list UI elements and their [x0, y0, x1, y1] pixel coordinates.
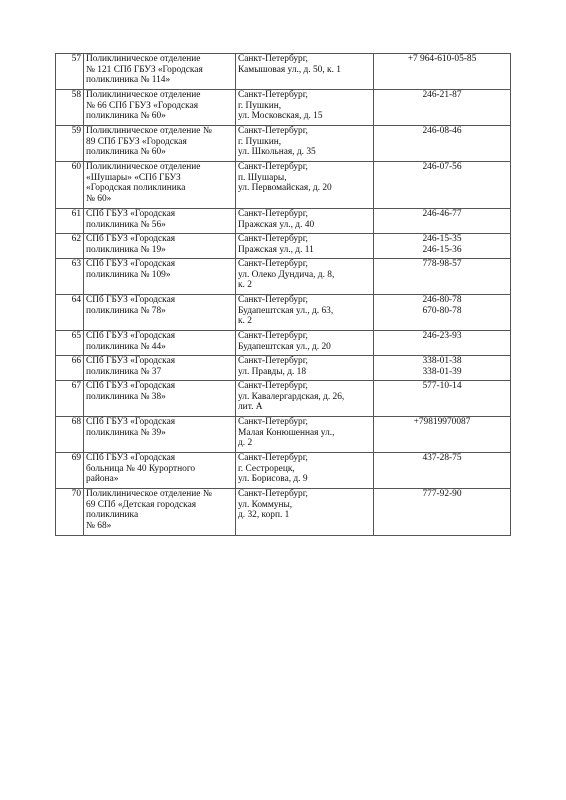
table-row: [56, 126, 511, 162]
clinic-phone: [374, 381, 511, 417]
clinic-name-line: поликлиника № 60»: [86, 111, 166, 122]
clinic-name-line: поликлиника № 60»: [86, 147, 166, 158]
clinic-name: [84, 295, 236, 331]
clinic-address-line: п. Шушары,: [238, 172, 287, 183]
clinic-name-line: района»: [86, 474, 119, 485]
clinic-name-line: поликлиника № 109»: [86, 269, 171, 280]
row-number: 63: [56, 259, 84, 295]
clinic-name-line: поликлиника № 114»: [86, 75, 171, 86]
clinic-address-line: Санкт-Петербург,: [238, 381, 308, 391]
clinic-address-line: Будапештская ул., д. 20: [238, 341, 331, 352]
clinic-address-line: Санкт-Петербург,: [238, 417, 308, 427]
clinic-name-line: Поликлиническое отделение: [86, 54, 201, 64]
table-row: [56, 295, 511, 331]
clinic-address-line: г. Пушкин,: [238, 136, 282, 147]
clinic-name-line: СПб ГБУЗ «Городская: [86, 209, 176, 219]
clinic-address: [236, 209, 374, 234]
clinic-name-line: поликлиника № 78»: [86, 305, 166, 316]
row-number: 58: [56, 90, 84, 126]
clinic-name-line: поликлиника: [86, 510, 139, 521]
clinic-name: [84, 259, 236, 295]
clinic-phone: [374, 295, 511, 331]
clinic-phone-line: 246-46-77: [422, 209, 462, 219]
clinic-address-line: Санкт-Петербург,: [238, 126, 308, 136]
row-number: 68: [56, 417, 84, 453]
clinic-address: [236, 489, 374, 536]
clinic-name-line: № 60»: [86, 193, 112, 204]
clinic-address-line: Санкт-Петербург,: [238, 90, 308, 100]
clinic-phone: [374, 259, 511, 295]
clinic-address-line: Пражская ул., д. 11: [238, 244, 314, 255]
clinic-name-line: СПб ГБУЗ «Городская: [86, 453, 176, 463]
clinic-name-line: Поликлиническое отделение: [86, 162, 201, 172]
clinic-name-line: СПб ГБУЗ «Городская: [86, 417, 176, 427]
clinic-name-line: СПб ГБУЗ «Городская: [86, 259, 176, 269]
clinic-name-line: больница № 40 Курортного: [86, 463, 196, 474]
clinic-phone-line: 246-07-56: [422, 162, 462, 172]
clinic-name-line: 69 СПб «Детская городская: [86, 499, 197, 510]
clinic-address-line: Санкт-Петербург,: [238, 295, 308, 305]
clinic-name: [84, 381, 236, 417]
clinic-address-line: ул. Школьная, д. 35: [238, 147, 316, 158]
table-row: [56, 381, 511, 417]
clinic-name: [84, 356, 236, 381]
clinic-phone-line: 778-98-57: [422, 259, 462, 269]
clinic-address-line: Санкт-Петербург,: [238, 331, 308, 341]
clinic-address: [236, 295, 374, 331]
clinic-phone: [374, 90, 511, 126]
clinic-address: [236, 331, 374, 356]
clinic-name-line: поликлиника № 56»: [86, 219, 166, 230]
table-row: [56, 90, 511, 126]
clinic-address-line: Санкт-Петербург,: [238, 162, 308, 172]
clinic-phone-line: 577-10-14: [422, 381, 462, 391]
clinic-address-line: к. 2: [238, 316, 252, 327]
clinic-address-line: Санкт-Петербург,: [238, 453, 308, 463]
clinic-address-line: Санкт-Петербург,: [238, 356, 308, 366]
table-row: [56, 453, 511, 489]
clinic-name-line: поликлиника № 39»: [86, 427, 166, 438]
clinic-phone-line: 777-92-90: [422, 489, 462, 499]
clinic-phone: [374, 54, 511, 90]
clinics-table: [55, 53, 511, 536]
clinics-table-body: [56, 54, 511, 536]
clinic-address-line: Камышовая ул., д. 50, к. 1: [238, 64, 341, 75]
row-number: 66: [56, 356, 84, 381]
clinic-name: [84, 453, 236, 489]
clinic-name-line: «Шушары» «СПб ГБУЗ: [86, 172, 181, 183]
clinic-phone-line: 338-01-38: [422, 356, 462, 366]
clinic-phone-line: 246-80-78: [422, 295, 462, 305]
clinic-address-line: Санкт-Петербург,: [238, 259, 308, 269]
clinic-address: [236, 162, 374, 209]
clinic-address-line: г. Пушкин,: [238, 100, 282, 111]
clinic-address-line: Пражская ул., д. 40: [238, 219, 315, 230]
clinic-address-line: лит. А: [238, 402, 263, 413]
clinic-address: [236, 417, 374, 453]
row-number: 64: [56, 295, 84, 331]
clinic-phone-line: 670-80-78: [422, 305, 462, 316]
row-number: 70: [56, 489, 84, 536]
clinic-address-line: ул. Кавалергардская, д. 26,: [238, 391, 345, 402]
clinic-name-line: поликлиника № 38»: [86, 391, 166, 402]
clinic-name: [84, 54, 236, 90]
clinic-address-line: Малая Конюшенная ул.,: [238, 427, 335, 438]
clinic-phone-line: 246-08-46: [422, 126, 462, 136]
clinic-address: [236, 259, 374, 295]
clinic-phone: [374, 453, 511, 489]
clinic-phone: [374, 417, 511, 453]
clinic-address: [236, 126, 374, 162]
row-number: 57: [56, 54, 84, 90]
clinic-name-line: поликлиника № 44»: [86, 341, 166, 352]
clinic-name-line: Поликлиническое отделение №: [86, 126, 212, 136]
clinic-address: [236, 381, 374, 417]
clinic-address: [236, 234, 374, 259]
clinic-name-line: Поликлиническое отделение: [86, 90, 201, 100]
clinic-phone-line: 338-01-39: [422, 366, 462, 377]
clinic-name: [84, 417, 236, 453]
clinic-address-line: Санкт-Петербург,: [238, 234, 308, 244]
clinic-address-line: ул. Московская, д. 15: [238, 111, 323, 122]
clinic-phone: [374, 331, 511, 356]
row-number: 62: [56, 234, 84, 259]
clinic-phone-line: 246-23-93: [422, 331, 462, 341]
clinic-address-line: ул. Первомайская, д. 20: [238, 183, 332, 194]
clinic-name: [84, 209, 236, 234]
row-number: 69: [56, 453, 84, 489]
table-row: [56, 489, 511, 536]
clinic-address: [236, 54, 374, 90]
clinic-name-line: № 66 СПб ГБУЗ «Городская: [86, 100, 199, 111]
table-row: [56, 162, 511, 209]
clinic-name-line: № 68»: [86, 520, 112, 531]
clinic-name-line: Поликлиническое отделение №: [86, 489, 212, 499]
clinic-address-line: к. 2: [238, 280, 252, 291]
clinic-phone-line: 246-21-87: [422, 90, 462, 100]
row-number: 61: [56, 209, 84, 234]
clinic-phone: [374, 209, 511, 234]
clinic-phone-line: 246-15-36: [422, 244, 462, 255]
table-row: [56, 54, 511, 90]
clinic-name-line: СПб ГБУЗ «Городская: [86, 381, 176, 391]
clinic-name-line: 89 СПб ГБУЗ «Городская: [86, 136, 187, 147]
clinic-phone-line: +79819970087: [413, 417, 471, 427]
clinic-name-line: СПб ГБУЗ «Городская: [86, 234, 176, 244]
clinic-phone-line: +7 964-610-05-85: [407, 54, 477, 64]
clinic-address: [236, 356, 374, 381]
table-row: [56, 356, 511, 381]
table-row: [56, 331, 511, 356]
table-row: [56, 259, 511, 295]
clinic-name: [84, 162, 236, 209]
clinic-address-line: ул. Олеко Дундича, д. 8,: [238, 269, 335, 280]
row-number: 67: [56, 381, 84, 417]
clinic-address-line: Будапештская ул., д. 63,: [238, 305, 334, 316]
clinic-name-line: № 121 СПб ГБУЗ «Городская: [86, 64, 203, 75]
clinic-phone: [374, 162, 511, 209]
row-number: 59: [56, 126, 84, 162]
clinic-address-line: г. Сестрорецк,: [238, 463, 295, 474]
clinic-name: [84, 126, 236, 162]
clinic-name: [84, 489, 236, 536]
clinic-phone-line: 437-28-75: [422, 453, 462, 463]
clinic-phone: [374, 489, 511, 536]
row-number: 65: [56, 331, 84, 356]
clinic-name-line: «Городская поликлиника: [86, 183, 186, 194]
clinic-address-line: ул. Коммуны,: [238, 499, 293, 510]
clinic-address-line: ул. Борисова, д. 9: [238, 474, 308, 485]
clinic-address-line: Санкт-Петербург,: [238, 489, 308, 499]
clinic-name-line: СПб ГБУЗ «Городская: [86, 356, 176, 366]
clinic-address: [236, 90, 374, 126]
clinic-name-line: СПб ГБУЗ «Городская: [86, 331, 176, 341]
clinic-address: [236, 453, 374, 489]
clinic-phone-line: 246-15-35: [422, 234, 462, 244]
clinic-address-line: д. 32, корп. 1: [238, 510, 290, 521]
clinic-address-line: д. 2: [238, 438, 253, 449]
table-row: [56, 234, 511, 259]
clinic-phone: [374, 126, 511, 162]
clinic-name-line: СПб ГБУЗ «Городская: [86, 295, 176, 305]
clinic-name: [84, 90, 236, 126]
clinic-name-line: поликлиника № 19»: [86, 244, 166, 255]
table-row: [56, 209, 511, 234]
clinic-name: [84, 331, 236, 356]
clinic-name-line: поликлиника № 37: [86, 366, 162, 377]
clinic-name: [84, 234, 236, 259]
clinic-phone: [374, 234, 511, 259]
table-row: [56, 417, 511, 453]
row-number: 60: [56, 162, 84, 209]
clinic-address-line: Санкт-Петербург,: [238, 209, 308, 219]
clinic-phone: [374, 356, 511, 381]
clinic-address-line: ул. Правды, д. 18: [238, 366, 307, 377]
clinic-address-line: Санкт-Петербург,: [238, 54, 308, 64]
